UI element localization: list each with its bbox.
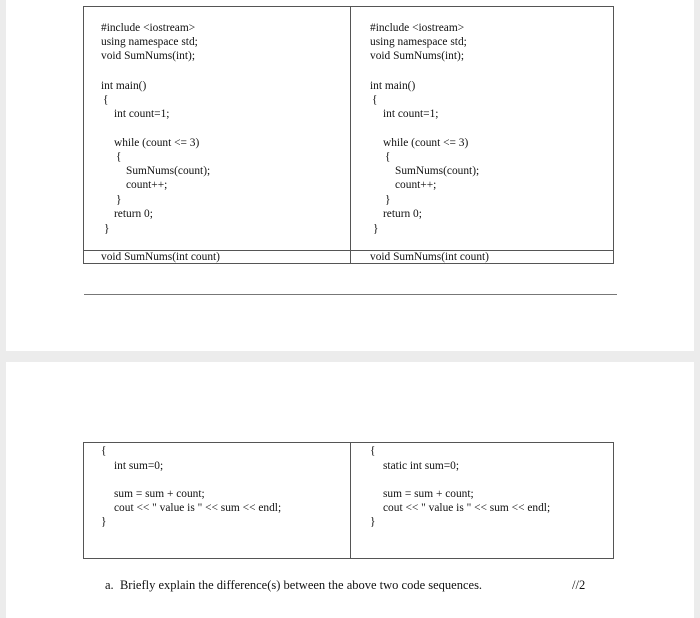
code-line: while (count <= 3): [114, 137, 200, 149]
code-line: {: [372, 94, 378, 106]
code-line: int main(): [370, 80, 416, 92]
code-line: void SumNums(int);: [101, 50, 195, 62]
code-line: SumNums(count);: [126, 165, 211, 177]
code-line: {: [101, 445, 107, 457]
code-line: count++;: [395, 179, 437, 191]
code-line: #include <iostream>: [101, 22, 196, 34]
code-line: int count=1;: [383, 108, 439, 120]
code-comparison-table-top: [83, 6, 614, 264]
code-line: void SumNums(int count): [101, 251, 220, 263]
code-line: void SumNums(int);: [370, 50, 464, 62]
question-marks: //2: [572, 578, 586, 592]
code-line: return 0;: [383, 208, 422, 220]
code-line: int sum=0;: [114, 460, 164, 472]
code-line: {: [103, 94, 109, 106]
question-text: Briefly explain the difference(s) between the above two code sequences.: [119, 578, 483, 592]
code-line: {: [116, 151, 122, 163]
code-line: using namespace std;: [101, 36, 198, 48]
code-line: SumNums(count);: [395, 165, 480, 177]
code-line: int count=1;: [114, 108, 170, 120]
code-line: cout << " value is " << sum << endl;: [114, 502, 282, 514]
code-line: }: [385, 194, 391, 206]
code-line: while (count <= 3): [383, 137, 469, 149]
code-line: }: [104, 223, 110, 235]
code-line: count++;: [126, 179, 168, 191]
code-line: cout << " value is " << sum << endl;: [383, 502, 551, 514]
column-divider: [350, 7, 351, 263]
code-line: {: [385, 151, 391, 163]
code-line: void SumNums(int count): [370, 251, 489, 263]
code-line: sum = sum + count;: [383, 488, 474, 500]
question-label: a.: [105, 578, 114, 592]
code-line: }: [101, 516, 107, 528]
question-a: [105, 578, 482, 593]
code-line: return 0;: [114, 208, 153, 220]
code-line: int main(): [101, 80, 147, 92]
code-line: }: [373, 223, 379, 235]
code-line: {: [370, 445, 376, 457]
code-line: static int sum=0;: [383, 460, 460, 472]
code-line: sum = sum + count;: [114, 488, 205, 500]
section-divider: [84, 294, 617, 295]
code-line: using namespace std;: [370, 36, 467, 48]
column-divider: [350, 443, 351, 558]
code-line: }: [116, 194, 122, 206]
code-line: #include <iostream>: [370, 22, 465, 34]
code-line: }: [370, 516, 376, 528]
code-comparison-table-bottom: [83, 442, 614, 559]
